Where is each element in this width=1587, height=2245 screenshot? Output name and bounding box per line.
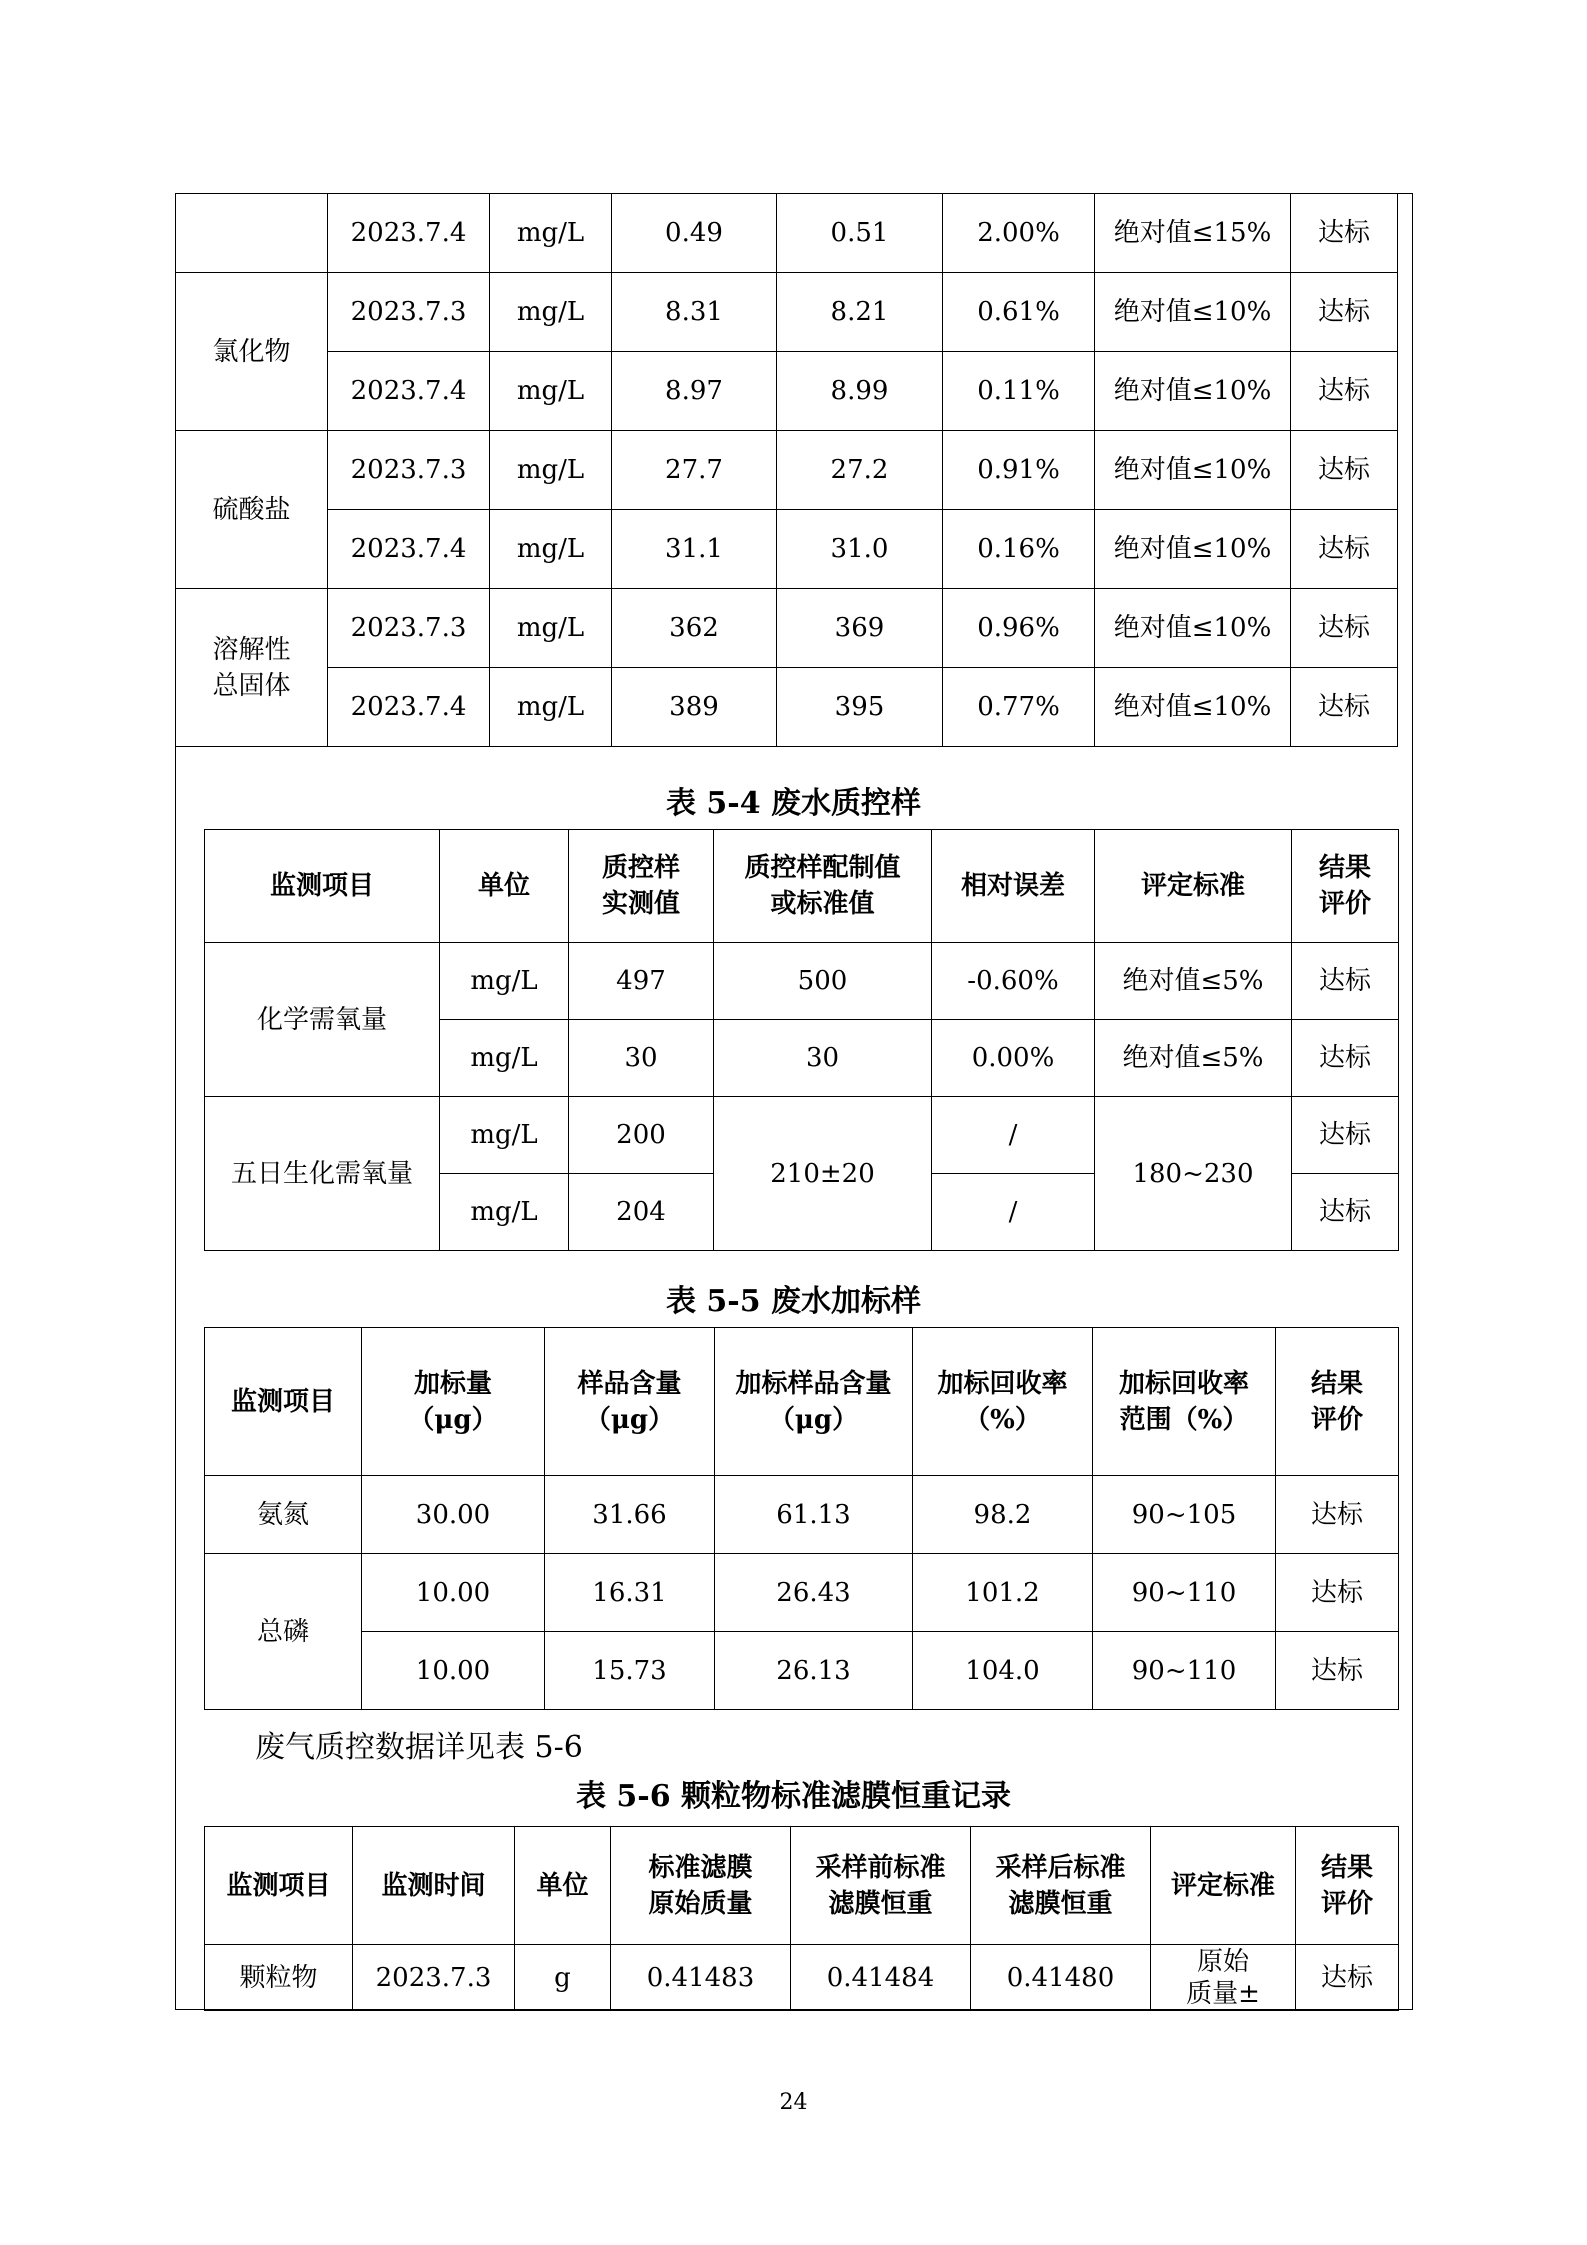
table-header-cell: 监测项目 <box>205 1328 362 1476</box>
table-cell: 0.00% <box>932 1020 1095 1097</box>
table-cell: 2023.7.4 <box>328 510 490 589</box>
cell-item <box>176 194 328 273</box>
table-cell: 90~105 <box>1093 1476 1276 1554</box>
table-cell: 氨氮 <box>205 1476 362 1554</box>
table-header-cell: 监测项目 <box>205 1827 353 1945</box>
cell-text-line: 质控样配制值 <box>744 853 901 883</box>
cell-text-line: 溶解性 <box>212 634 291 665</box>
table-cell: 200 <box>569 1097 714 1174</box>
table-cell: 达标 <box>1292 1174 1399 1251</box>
table-cell: 0.91% <box>943 431 1095 510</box>
table-cell: mg/L <box>440 1097 569 1174</box>
table-cell: 达标 <box>1291 589 1398 668</box>
table-cell: 颗粒物 <box>205 1945 353 2011</box>
table-cell: 16.31 <box>545 1554 715 1632</box>
cell-text-line: 结果 <box>1310 1368 1363 1399</box>
table-cell: 绝对值≤10% <box>1095 431 1291 510</box>
cell-text-line: 加标样品含量 <box>735 1368 892 1399</box>
table-header-cell <box>1276 1328 1399 1476</box>
cell-text-line: 加标量 <box>413 1368 492 1399</box>
table-cell: 0.41484 <box>791 1945 971 2011</box>
cell-text-line: 原始质量 <box>648 1888 753 1919</box>
table-cell: 15.73 <box>545 1632 715 1710</box>
table-cell: mg/L <box>490 589 612 668</box>
table-cell: 8.21 <box>777 273 943 352</box>
table-cell: g <box>515 1945 611 2011</box>
table-cell: 101.2 <box>913 1554 1093 1632</box>
cell-text-line: 结果 <box>1320 1852 1373 1883</box>
table-row <box>176 589 1398 668</box>
table-cell: 8.31 <box>612 273 777 352</box>
table-cell: 98.2 <box>913 1476 1093 1554</box>
table-header-cell <box>611 1827 791 1945</box>
table-cell: 10.00 <box>362 1554 545 1632</box>
table-header-cell <box>715 1328 913 1476</box>
table-cell: 总磷 <box>205 1554 362 1710</box>
table-cell: 达标 <box>1296 1945 1399 2011</box>
table-cell: 绝对值≤10% <box>1095 589 1291 668</box>
table-cell: 达标 <box>1276 1554 1399 1632</box>
table-cell: 2023.7.3 <box>328 589 490 668</box>
table-cell: mg/L <box>490 352 612 431</box>
table-5-6-caption: 表 5-6 颗粒物标准滤膜恒重记录 <box>575 1779 1012 1814</box>
cell-text-line: 滤膜恒重 <box>828 1888 933 1919</box>
cell-text-line: 结果 <box>1318 853 1371 883</box>
table-header-cell: 相对误差 <box>932 830 1095 943</box>
table-cell: mg/L <box>490 273 612 352</box>
table-row <box>205 1945 1399 2011</box>
table-cell: mg/L <box>490 194 612 273</box>
table-cell: 硫酸盐 <box>176 431 328 589</box>
table-row <box>176 431 1398 510</box>
table-header-cell <box>545 1328 715 1476</box>
table-cell: 0.96% <box>943 589 1095 668</box>
cell-text-line: 评价 <box>1310 1404 1363 1435</box>
cell-text-line: 总固体 <box>212 670 291 701</box>
table-cell: 达标 <box>1291 194 1398 273</box>
cell-text-line: 加标回收率 <box>937 1368 1068 1399</box>
table-cell: 化学需氧量 <box>205 943 440 1097</box>
table-cell: 氯化物 <box>176 273 328 431</box>
page-number: 24 <box>779 2090 808 2115</box>
cell-text-line: 原始 <box>1196 1946 1249 1977</box>
table-row <box>205 943 1399 1020</box>
table-row <box>176 668 1398 747</box>
cell-text-line: 质控样 <box>601 853 680 883</box>
table-cell: 30.00 <box>362 1476 545 1554</box>
table-cell: 26.43 <box>715 1554 913 1632</box>
table-cell: 绝对值≤5% <box>1095 1020 1292 1097</box>
table-cell: 达标 <box>1292 1097 1399 1174</box>
table-cell: 362 <box>612 589 777 668</box>
table-cell: 绝对值≤10% <box>1095 352 1291 431</box>
table-row <box>176 352 1398 431</box>
table-cell: 绝对值≤5% <box>1095 943 1292 1020</box>
table-cell: 2023.7.3 <box>353 1945 515 2011</box>
table-5-5-caption: 表 5-5 废水加标样 <box>665 1284 922 1319</box>
table-cell: 27.2 <box>777 431 943 510</box>
cell-text-line: 标准滤膜 <box>648 1852 753 1883</box>
cell-text-line: 评价 <box>1320 1888 1373 1919</box>
table-header-row <box>205 830 1399 943</box>
table-row <box>176 273 1398 352</box>
table-5-6 <box>204 1826 1399 2011</box>
table-cell: 30 <box>569 1020 714 1097</box>
table-header-cell <box>714 830 932 943</box>
table-cell: 8.99 <box>777 352 943 431</box>
table-cell: mg/L <box>440 1020 569 1097</box>
table-cell: 2023.7.4 <box>328 668 490 747</box>
cell-text-line: 实测值 <box>601 889 680 919</box>
table-header-cell <box>569 830 714 943</box>
table-cell: mg/L <box>440 943 569 1020</box>
cell-item-multiline <box>176 589 328 747</box>
cell-text-line: 采样后标准 <box>995 1852 1126 1883</box>
table-cell: 210±20 <box>714 1097 932 1251</box>
table-header-cell: 监测时间 <box>353 1827 515 1945</box>
table-cell: 达标 <box>1291 668 1398 747</box>
table-cell: 达标 <box>1292 943 1399 1020</box>
table-header-cell <box>1296 1827 1399 1945</box>
table-header-cell: 评定标准 <box>1095 830 1292 943</box>
table-header-cell: 单位 <box>515 1827 611 1945</box>
table-cell: mg/L <box>490 510 612 589</box>
table-cell: mg/L <box>490 431 612 510</box>
table-cell: 90~110 <box>1093 1632 1276 1710</box>
table-row <box>205 1097 1399 1174</box>
table-cell: 369 <box>777 589 943 668</box>
table-cell: 0.11% <box>943 352 1095 431</box>
cell-text-line: 样品含量 <box>577 1368 682 1399</box>
table-cell: 180~230 <box>1095 1097 1292 1251</box>
table-cell: 五日生化需氧量 <box>205 1097 440 1251</box>
cell-text-line: 采样前标准 <box>815 1852 946 1883</box>
cell-text-line: 或标准值 <box>770 889 875 919</box>
cell-text-line: 范围（%） <box>1119 1404 1249 1435</box>
table-5-4-caption: 表 5-4 废水质控样 <box>665 786 922 821</box>
table-header-cell: 评定标准 <box>1151 1827 1296 1945</box>
table-cell: 395 <box>777 668 943 747</box>
table-cell: 绝对值≤15% <box>1095 194 1291 273</box>
table-cell: mg/L <box>440 1174 569 1251</box>
cell-text-line: （%） <box>964 1404 1041 1435</box>
table-header-cell <box>1292 830 1399 943</box>
table-cell: 31.0 <box>777 510 943 589</box>
table-cell: 0.51 <box>777 194 943 273</box>
table-cell: 500 <box>714 943 932 1020</box>
table-cell: 0.61% <box>943 273 1095 352</box>
table-cell: 2.00% <box>943 194 1095 273</box>
table-cell: 61.13 <box>715 1476 913 1554</box>
table-cell: 达标 <box>1276 1476 1399 1554</box>
table-cell: 30 <box>714 1020 932 1097</box>
table-cell: 497 <box>569 943 714 1020</box>
table-cell: 达标 <box>1291 352 1398 431</box>
table-row <box>176 194 1398 273</box>
table-header-cell <box>791 1827 971 1945</box>
cell-text-line: （μg） <box>768 1404 859 1435</box>
table-cell: 0.49 <box>612 194 777 273</box>
table-header-cell <box>1093 1328 1276 1476</box>
cell-text-line: （μg） <box>408 1404 498 1435</box>
table-cell: 达标 <box>1291 273 1398 352</box>
cell-text-line: 加标回收率 <box>1118 1368 1249 1399</box>
table-cell: 10.00 <box>362 1632 545 1710</box>
table-cell: / <box>932 1097 1095 1174</box>
table-5-4 <box>204 829 1399 1251</box>
cell-text-line: 评价 <box>1318 889 1371 919</box>
table-header-row <box>205 1328 1399 1476</box>
table-cell: 90~110 <box>1093 1554 1276 1632</box>
table-cell: 达标 <box>1292 1020 1399 1097</box>
table-cell: 达标 <box>1291 510 1398 589</box>
table-cell: 2023.7.4 <box>328 352 490 431</box>
table-cell: 104.0 <box>913 1632 1093 1710</box>
table-cell: 31.1 <box>612 510 777 589</box>
table-cell: 绝对值≤10% <box>1095 510 1291 589</box>
table-header-row <box>205 1827 1399 1945</box>
table-header-cell <box>913 1328 1093 1476</box>
body-paragraph: 废气质控数据详见表 5-6 <box>255 1730 583 1765</box>
cell-text-line: 滤膜恒重 <box>1008 1888 1113 1919</box>
table-header-cell <box>971 1827 1151 1945</box>
table-cell: 2023.7.3 <box>328 273 490 352</box>
cell-text-line: （μg） <box>584 1404 675 1435</box>
table-cell: / <box>932 1174 1095 1251</box>
table-cell: 389 <box>612 668 777 747</box>
table-cell: 0.77% <box>943 668 1095 747</box>
table-cell: 达标 <box>1276 1632 1399 1710</box>
table-cell: 2023.7.3 <box>328 431 490 510</box>
table-cell: 204 <box>569 1174 714 1251</box>
table-header-cell: 单位 <box>440 830 569 943</box>
table-cell: 2023.7.4 <box>328 194 490 273</box>
table-cell: 31.66 <box>545 1476 715 1554</box>
table-cell <box>1151 1945 1296 2011</box>
table-cell: 8.97 <box>612 352 777 431</box>
table-header-cell <box>362 1328 545 1476</box>
table-cell: 0.41483 <box>611 1945 791 2011</box>
table-cell: 0.41480 <box>971 1945 1151 2011</box>
table-cell: mg/L <box>490 668 612 747</box>
table-cell: -0.60% <box>932 943 1095 1020</box>
table-header-cell: 监测项目 <box>205 830 440 943</box>
table-continued <box>175 193 1398 747</box>
cell-text-line: 质量± <box>1186 1978 1260 2009</box>
table-row <box>205 1632 1399 1710</box>
table-cell: 0.16% <box>943 510 1095 589</box>
table-cell: 26.13 <box>715 1632 913 1710</box>
table-cell: 达标 <box>1291 431 1398 510</box>
table-row <box>176 510 1398 589</box>
table-row <box>205 1476 1399 1554</box>
table-5-5 <box>204 1327 1399 1710</box>
table-cell: 绝对值≤10% <box>1095 668 1291 747</box>
table-cell: 绝对值≤10% <box>1095 273 1291 352</box>
table-cell: 27.7 <box>612 431 777 510</box>
table-row <box>205 1554 1399 1632</box>
